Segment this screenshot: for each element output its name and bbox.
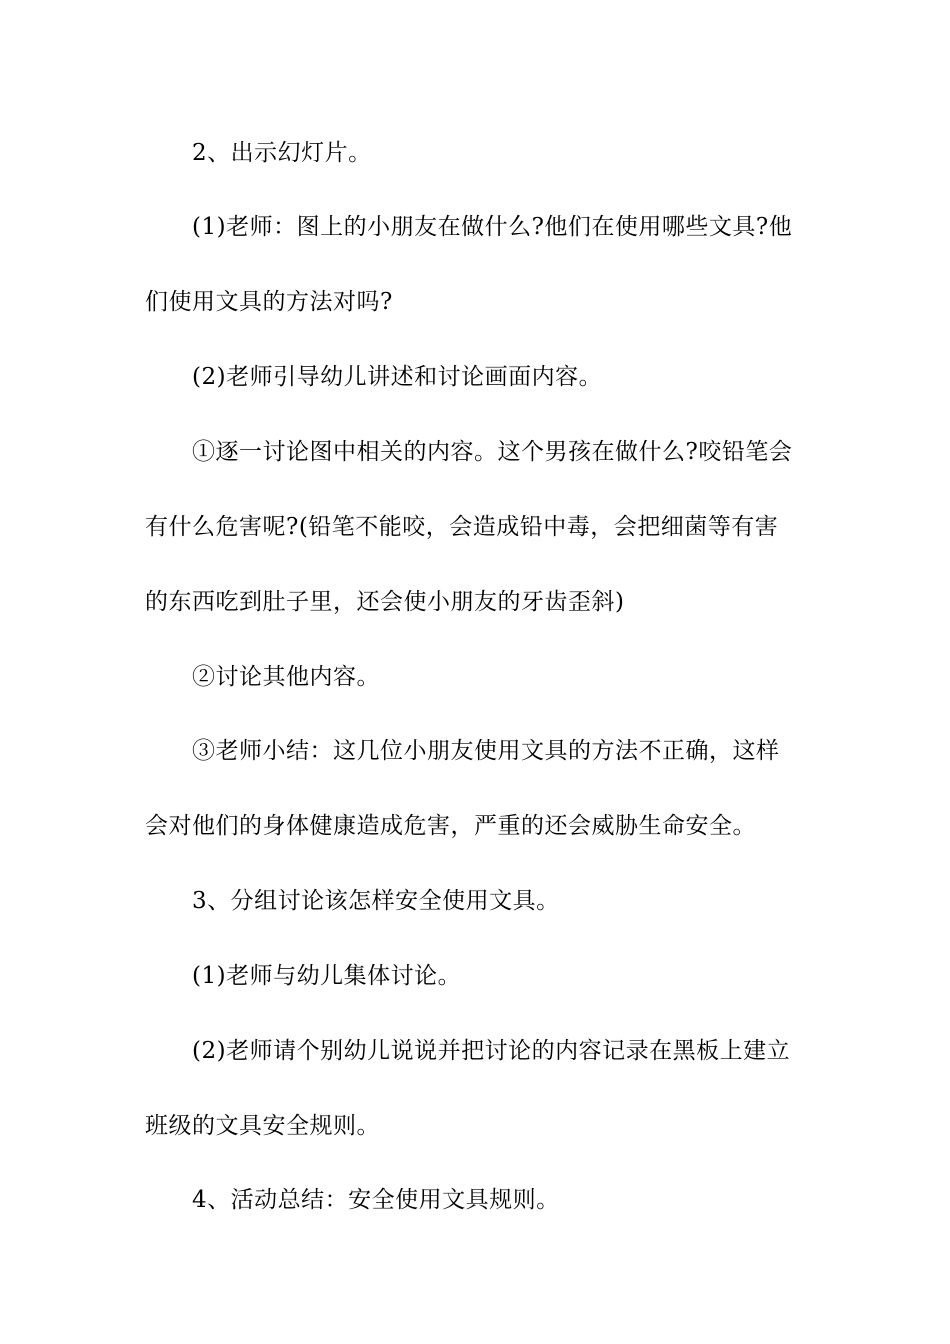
step-3-heading: 3、分组讨论该怎样安全使用文具。 xyxy=(192,888,560,914)
paragraph-line: (1)老师：图上的小朋友在做什么?他们在使用哪些文具?他 xyxy=(192,214,793,240)
paragraph-line: 有什么危害呢?(铅笔不能咬，会造成铅中毒，会把细菌等有害 xyxy=(145,514,779,540)
paragraph-line: 们使用文具的方法对吗? xyxy=(145,289,393,315)
paragraph-line: (1)老师与幼儿集体讨论。 xyxy=(192,963,462,989)
paragraph-line: 会对他们的身体健康造成危害，严重的还会威胁生命安全。 xyxy=(145,813,756,839)
paragraph-line: ①逐一讨论图中相关的内容。这个男孩在做什么?咬铅笔会 xyxy=(192,439,793,465)
paragraph-line: 班级的文具安全规则。 xyxy=(145,1113,380,1139)
paragraph-line: ③老师小结：这几位小朋友使用文具的方法不正确，这样 xyxy=(192,738,780,764)
paragraph-line: ②讨论其他内容。 xyxy=(192,664,380,690)
step-2-heading: 2、出示幻灯片。 xyxy=(192,140,372,166)
paragraph-line: 的东西吃到肚子里，还会使小朋友的牙齿歪斜) xyxy=(145,589,625,615)
paragraph-line: (2)老师引导幼儿讲述和讨论画面内容。 xyxy=(192,364,603,390)
step-4-heading: 4、活动总结：安全使用文具规则。 xyxy=(192,1187,560,1213)
paragraph-line: (2)老师请个别幼儿说说并把讨论的内容记录在黑板上建立 xyxy=(192,1038,791,1064)
